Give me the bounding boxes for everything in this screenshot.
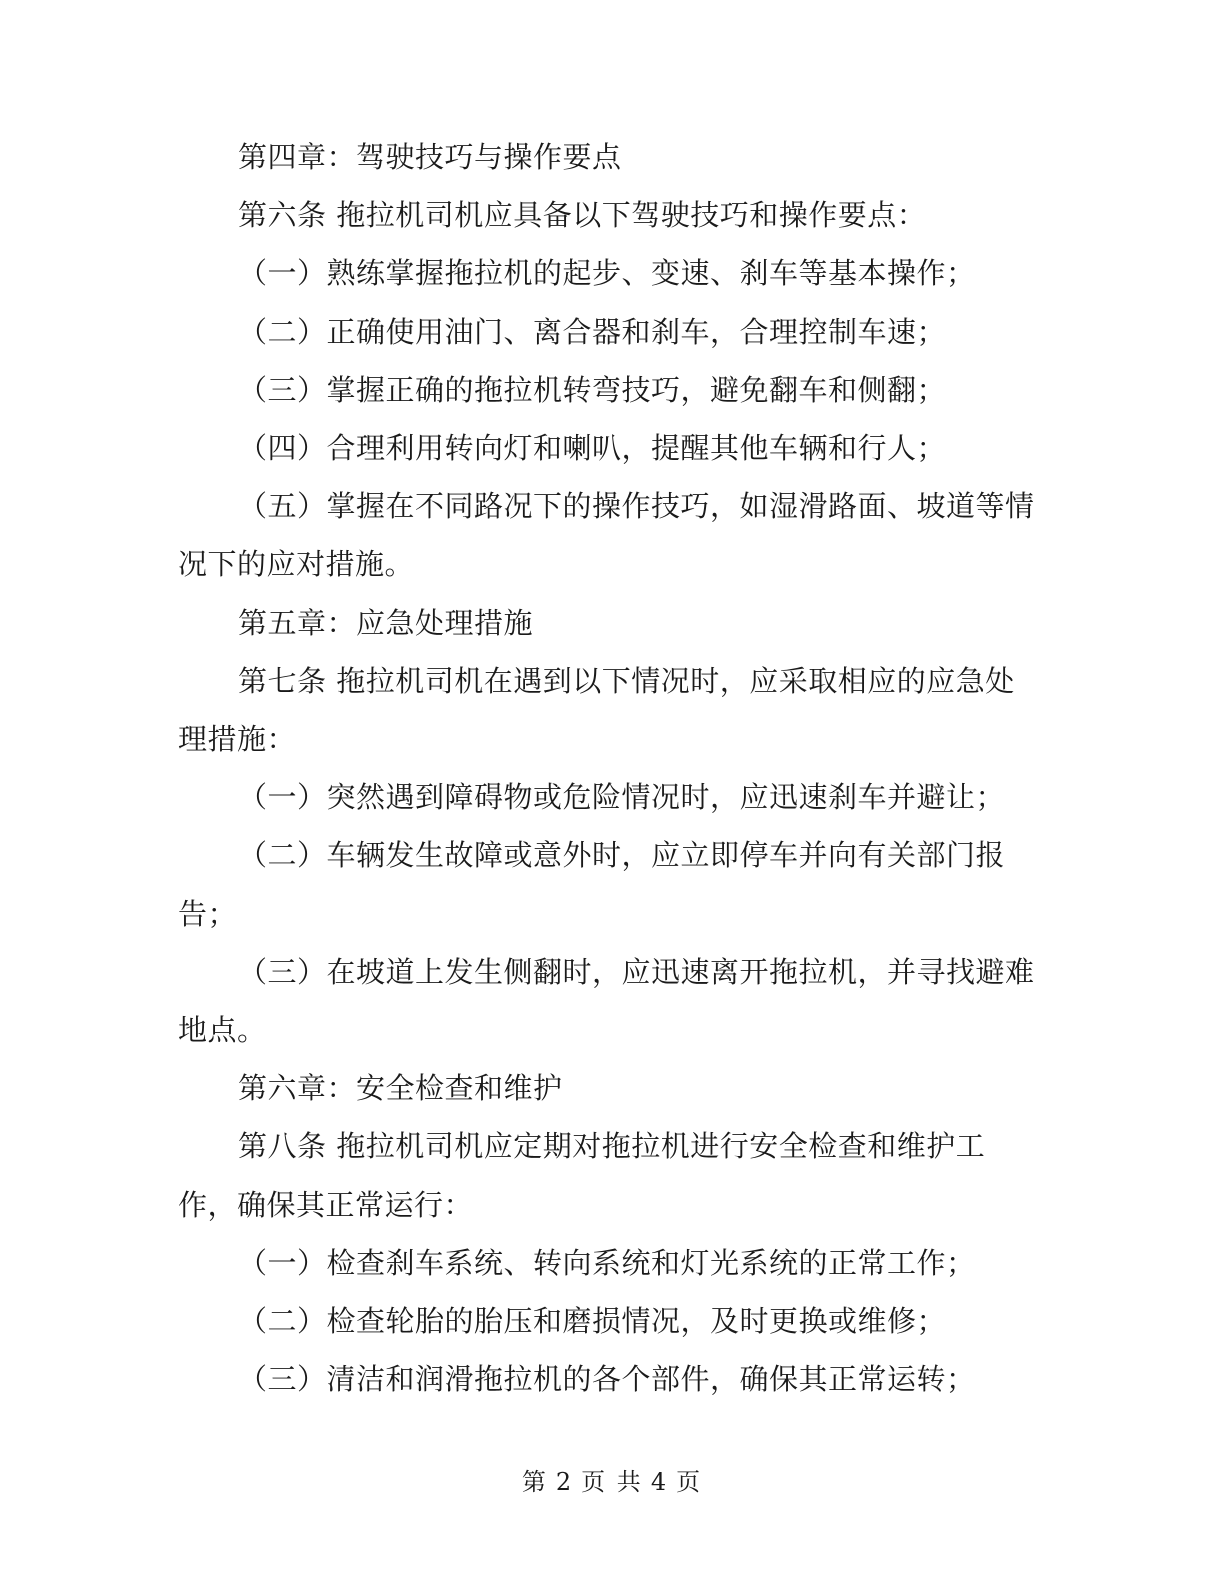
article-8: 第八条 拖拉机司机应定期对拖拉机进行安全检查和维护工作，确保其正常运行： (178, 1129, 986, 1222)
footer-mid: 页 共 (581, 1468, 643, 1496)
chapter-5-heading: 第五章：应急处理措施 (238, 605, 534, 640)
total-page-number: 4 (650, 1468, 669, 1496)
article-6-item-5: （五）掌握在不同路况下的操作技巧，如湿滑路面、坡道等情况下的应对措施。 (178, 489, 1035, 582)
article-7-item-3: （三）在坡道上发生侧翻时，应迅速离开拖拉机，并寻找避难地点。 (178, 954, 1035, 1048)
chapter-6-heading: 第六章：安全检查和维护 (238, 1071, 563, 1106)
article-7-item-1: （一）突然遇到障碍物或危险情况时，应迅速刹车并避让； (238, 780, 1006, 815)
article-6-item-2: （二）正确使用油门、离合器和刹车，合理控制车速； (238, 314, 947, 349)
footer-prefix: 第 (521, 1468, 548, 1496)
chapter-4-heading: 第四章：驾驶技巧与操作要点 (238, 140, 622, 174)
article-8-item-3: （三）清洁和润滑拖拉机的各个部件，确保其正常运转； (238, 1362, 976, 1397)
footer-suffix: 页 (676, 1468, 703, 1496)
article-6-item-1: （一）熟练掌握拖拉机的起步、变速、刹车等基本操作； (238, 256, 976, 291)
current-page-number: 2 (555, 1468, 574, 1496)
article-7-item-2: （二）车辆发生故障或意外时，应立即停车并向有关部门报告； (178, 838, 1006, 931)
page-number-footer (0, 1462, 1224, 1497)
article-7: 第七条 拖拉机司机在遇到以下情况时，应采取相应的应急处理措施： (178, 663, 1015, 757)
article-6-item-4: （四）合理利用转向灯和喇叭，提醒其他车辆和行人； (238, 431, 947, 466)
page-body (178, 128, 1038, 1408)
article-6-item-3: （三）掌握正确的拖拉机转弯技巧，避免翻车和侧翻； (238, 372, 947, 407)
article-8-item-1: （一）检查刹车系统、转向系统和灯光系统的正常工作； (238, 1245, 976, 1280)
article-8-item-2: （二）检查轮胎的胎压和磨损情况，及时更换或维修； (238, 1304, 947, 1339)
article-6: 第六条 拖拉机司机应具备以下驾驶技巧和操作要点： (238, 198, 927, 233)
